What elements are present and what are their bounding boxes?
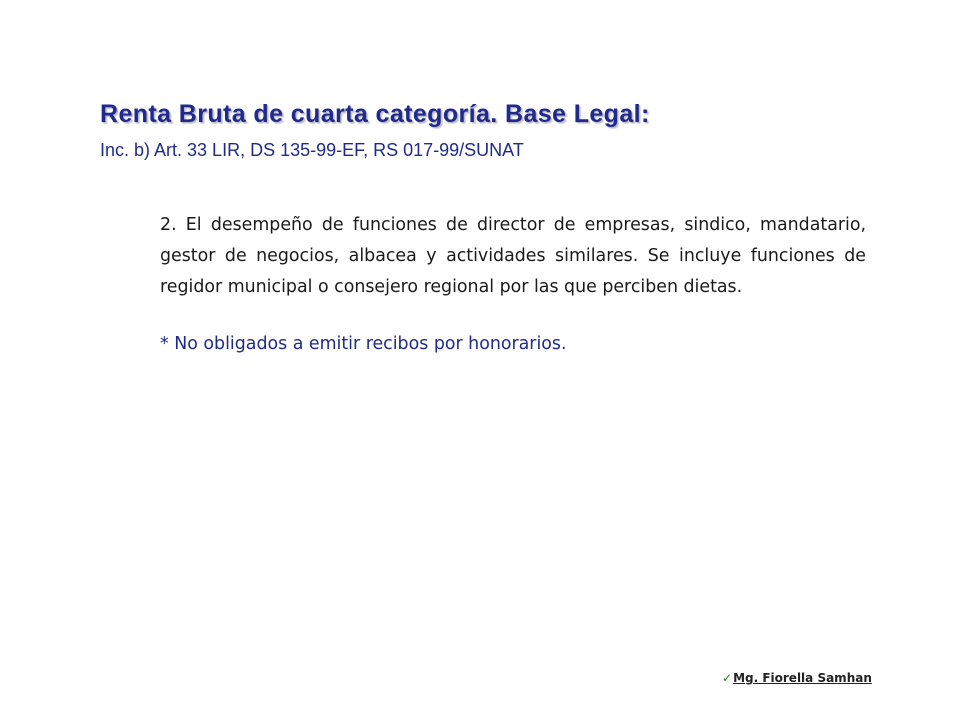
author-name: Mg. Fiorella Samhan [733,671,872,685]
checkmark-icon: ✓ [722,671,733,685]
footer-author [722,671,872,685]
body-paragraph: 2. El desempeño de funciones de director de empresas, sindico, mandatario, gestor de negocios, albacea y actividades similares. Se incluye funciones de regidor municipal o consejero regional por las que perciben dietas. [160,215,866,297]
legal-basis-subtitle: Inc. b) Art. 33 LIR, DS 135-99-EF, RS 017-99/SUNAT [100,140,524,160]
slide-title: Renta Bruta de cuarta categoría. Base Legal: [100,100,650,128]
note-text: * No obligados a emitir recibos por honorarios. [160,334,567,354]
